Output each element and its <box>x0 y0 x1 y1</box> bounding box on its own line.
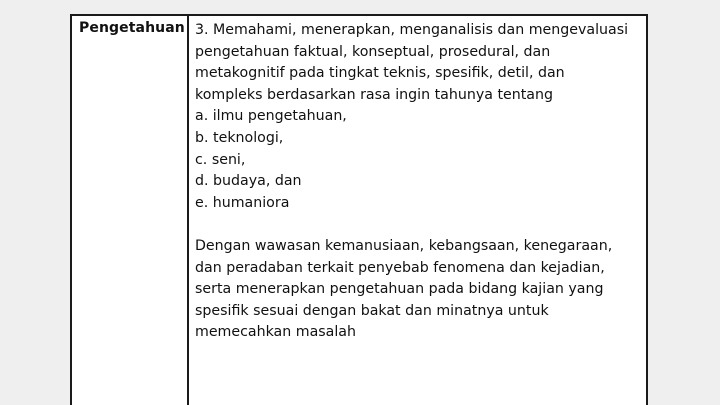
list-item: a. ilmu pengetahuan, <box>195 108 347 125</box>
description-line: serta menerapkan pengetahuan pada bidang kajian yang <box>195 281 604 298</box>
description-line: Dengan wawasan kemanusiaan, kebangsaan, kenegaraan, <box>195 237 613 254</box>
competency-label: Pengetahuan <box>79 20 185 36</box>
description-line: metakognitif pada tingkat teknis, spesifik, detil, dan <box>195 65 565 82</box>
list-item: c. seni, <box>195 151 246 168</box>
paragraph-gap <box>195 214 645 236</box>
description-line: pengetahuan faktual, konseptual, prosedural, dan <box>195 43 551 60</box>
column-divider <box>187 16 189 405</box>
description-line: 3. Memahami, menerapkan, menganalisis dan mengevaluasi <box>195 22 629 38</box>
description-line: dan peradaban terkait penyebab fenomena dan kejadian, <box>195 259 605 276</box>
list-item: e. humaniora <box>195 194 290 211</box>
competency-description <box>195 20 645 344</box>
description-line: kompleks berdasarkan rasa ingin tahunya tentang <box>195 86 553 103</box>
description-line: spesifik sesuai dengan bakat dan minatnya untuk <box>195 302 549 319</box>
description-line: memecahkan masalah <box>195 324 356 341</box>
list-item: b. teknologi, <box>195 129 284 146</box>
competency-table <box>70 14 648 405</box>
list-item: d. budaya, dan <box>195 173 302 190</box>
